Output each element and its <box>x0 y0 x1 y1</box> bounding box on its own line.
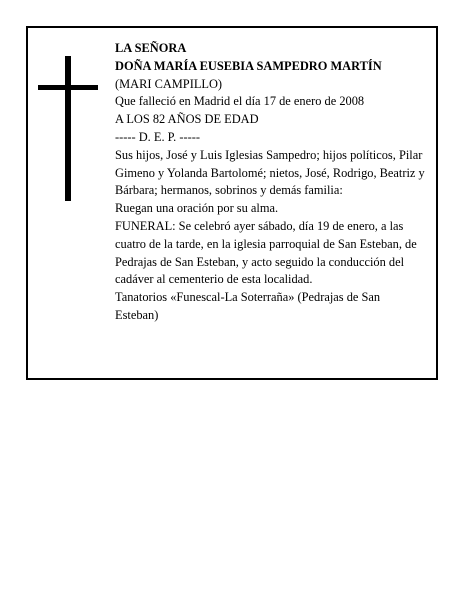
cross-vertical-bar <box>65 56 71 201</box>
rip-line: ----- D. E. P. ----- <box>115 129 200 144</box>
obituary-notice <box>26 26 438 380</box>
age-info: A LOS 82 AÑOS DE EDAD <box>115 112 259 127</box>
cross-icon <box>38 56 100 201</box>
prayer-request: Ruegan una oración por su alma. <box>115 201 279 216</box>
funeral-details: FUNERAL: Se celebró ayer sábado, día 19 de enero, a las cuatro de la tarde, en la iglesia parroquial de San Esteban, de Pedrajas de San Esteban, y acto seguido la conducción del cadáver al cementerio de esta localidad. <box>115 218 417 287</box>
nickname: (MARI CAMPILLO) <box>115 76 223 91</box>
title-line: LA SEÑORA <box>115 41 187 55</box>
notice-body <box>115 40 425 325</box>
death-info: Que falleció en Madrid el día 17 de enero de 2008 <box>115 94 365 109</box>
family-list: Sus hijos, José y Luis Iglesias Sampedro; hijos políticos, Pilar Gimeno y Yolanda Bartolomé; nietos, José, Rodrigo, Beatriz y Bárbara; hermanos, sobrinos y demás familia: <box>115 147 425 198</box>
cross-horizontal-bar <box>38 85 98 90</box>
funeral-home: Tanatorios «Funescal-La Soterraña» (Pedrajas de San Esteban) <box>115 290 381 322</box>
deceased-name: DOÑA MARÍA EUSEBIA SAMPEDRO MARTÍN <box>115 58 382 73</box>
